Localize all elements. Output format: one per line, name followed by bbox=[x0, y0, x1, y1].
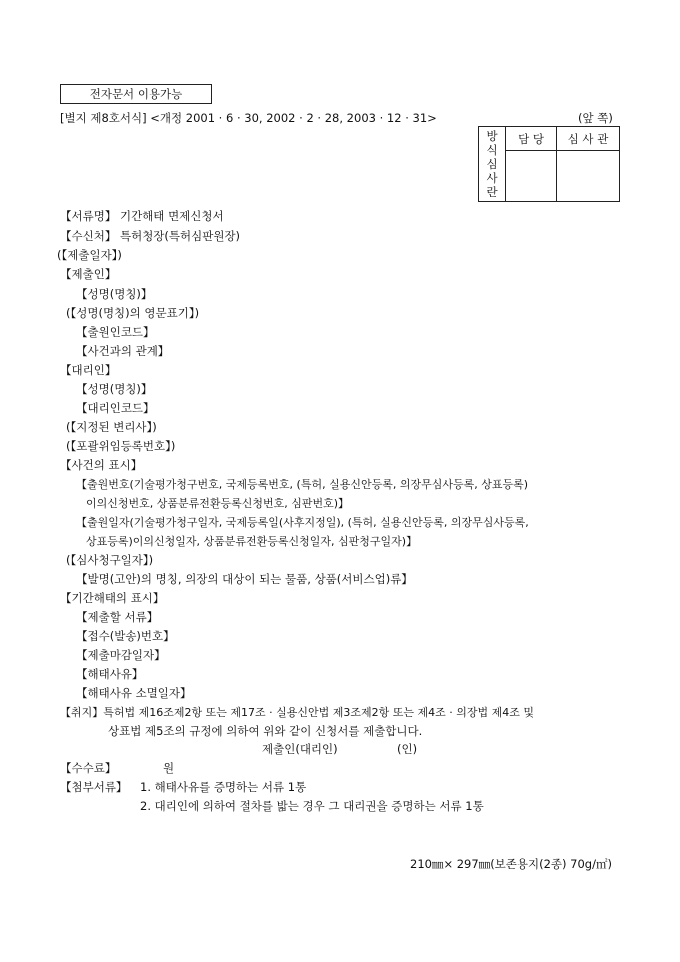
reason-end-date-field: 【해태사유 소멸일자】 bbox=[76, 686, 192, 700]
agent-code-field: 【대리인코드】 bbox=[76, 401, 155, 415]
front-page-label: (앞 쪽) bbox=[578, 111, 613, 125]
receipt-number-field: 【접수(발송)번호】 bbox=[76, 629, 175, 643]
attachment-item-1: 1. 해태사유를 증명하는 서류 1통 bbox=[140, 780, 307, 794]
paper-size-note: 210㎜× 297㎜(보존용지(2종) 70g/㎡) bbox=[410, 857, 612, 871]
agent-field: 【대리인】 bbox=[60, 363, 117, 377]
invention-name-field: 【발명(고안)의 명칭, 의장의 대상이 되는 물품, 상품(서비스업)류】 bbox=[76, 572, 413, 586]
method-review-cell: 방 식 심 사 란 bbox=[479, 127, 506, 202]
approval-header-examiner: 심 사 관 bbox=[557, 127, 620, 151]
application-number-line-1: 【출원번호(기술평가청구번호, 국제등록번호, (특허, 실용신안등록, 의장무심사등록, 상표등록) bbox=[76, 478, 528, 491]
designated-attorney-field: (【지정된 변리사】) bbox=[66, 420, 157, 434]
applicant-name-en-field: (【성명(명칭)의 영문표기】) bbox=[66, 306, 200, 320]
attachments-label: 【첨부서류】 bbox=[60, 780, 128, 794]
attachment-item-2: 2. 대리인에 의하여 절차를 밟는 경우 그 대리권을 증명하는 서류 1통 bbox=[140, 799, 484, 813]
deadline-field: 【제출마감일자】 bbox=[76, 648, 166, 662]
applicant-field: 【제출인】 bbox=[60, 267, 117, 281]
purpose-line-1: 【취지】특허법 제16조제2항 또는 제17조 · 실용신안법 제3조제2항 또는 제4조 · 의장법 제4조 및 bbox=[60, 706, 534, 719]
form-header: [별지 제8호서식] <개정 2001 · 6 · 30, 2002 · 2 · 28, 2003 · 12 · 31> bbox=[60, 111, 437, 125]
neglect-display-field: 【기간해태의 표시】 bbox=[60, 591, 165, 605]
recipient-field: 【수신처】 특허청장(특허심판원장) bbox=[60, 229, 241, 243]
general-power-no-field: (【포괄위임등록번호】) bbox=[66, 439, 176, 453]
fee-label: 【수수료】 bbox=[60, 761, 117, 775]
application-number-line-2: 이의신청번호, 상품분류전환등록신청번호, 심판번호)】 bbox=[86, 497, 350, 510]
approval-header-staff: 담 당 bbox=[506, 127, 557, 151]
doc-to-submit-field: 【제출할 서류】 bbox=[76, 610, 159, 624]
application-date-line-1: 【출원일자(기술평가청구일자, 국제등록일(사후지정일), (특허, 실용신안등록, 의장무심사등록, bbox=[76, 516, 529, 529]
agent-name-field: 【성명(명칭)】 bbox=[76, 382, 153, 396]
applicant-relation-field: 【사건과의 관계】 bbox=[76, 344, 170, 358]
case-display-field: 【사건의 표시】 bbox=[60, 458, 143, 472]
application-date-line-2: 상표등록)이의신청일자, 상품분류전환등록신청일자, 심판청구일자)】 bbox=[86, 535, 418, 548]
approval-table bbox=[478, 126, 620, 202]
approval-examiner-signature-cell[interactable] bbox=[557, 151, 620, 202]
submit-date-field: (【제출일자】) bbox=[57, 248, 122, 262]
fee-unit: 원 bbox=[163, 761, 175, 775]
electronic-document-box: 전자문서 이용가능 bbox=[60, 84, 212, 104]
neglect-reason-field: 【해태사유】 bbox=[76, 667, 144, 681]
applicant-code-field: 【출원인코드】 bbox=[76, 325, 155, 339]
applicant-name-field: 【성명(명칭)】 bbox=[76, 287, 153, 301]
approval-staff-signature-cell[interactable] bbox=[506, 151, 557, 202]
seal-mark: (인) bbox=[397, 742, 418, 756]
exam-request-date-field: (【심사청구일자】) bbox=[66, 553, 154, 567]
signature-label: 제출인(대리인) bbox=[262, 742, 338, 756]
doc-name-field: 【서류명】 기간해태 면제신청서 bbox=[60, 209, 224, 223]
purpose-line-2: 상표법 제5조의 규정에 의하여 위와 같이 신청서를 제출합니다. bbox=[108, 724, 423, 738]
